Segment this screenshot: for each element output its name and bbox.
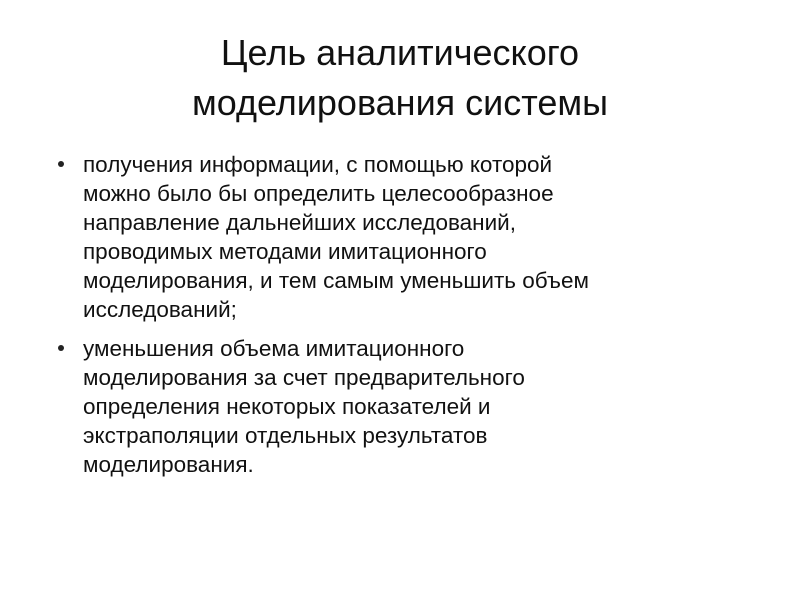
title-line-1: Цель аналитического [220, 32, 580, 73]
slide-title [40, 28, 760, 128]
bullet-line: направление дальнейших исследований, [83, 210, 516, 235]
bullet-line: определения некоторых показателей и [83, 394, 491, 419]
bullet-item-2 [50, 334, 750, 479]
bullet-line: можно было бы определить целесообразное [83, 181, 554, 206]
title-line-2: моделирования системы [191, 82, 609, 123]
bullet-line: проводимых методами имитационного [83, 239, 487, 264]
bullet-line: моделирования. [83, 452, 254, 477]
bullet-item-1 [50, 150, 750, 324]
bullet-dot-icon [58, 345, 64, 351]
bullet-dot-icon [58, 161, 64, 167]
bullet-line: уменьшения объема имитационного [83, 336, 465, 361]
bullet-line: моделирования, и тем самым уменьшить объем [83, 268, 589, 293]
bullet-line: получения информации, с помощью которой [83, 152, 553, 177]
bullet-line: исследований; [83, 297, 237, 322]
bullet-line: экстраполяции отдельных результатов [83, 423, 488, 448]
bullet-list [50, 150, 750, 489]
bullet-line: моделирования за счет предварительного [83, 365, 525, 390]
